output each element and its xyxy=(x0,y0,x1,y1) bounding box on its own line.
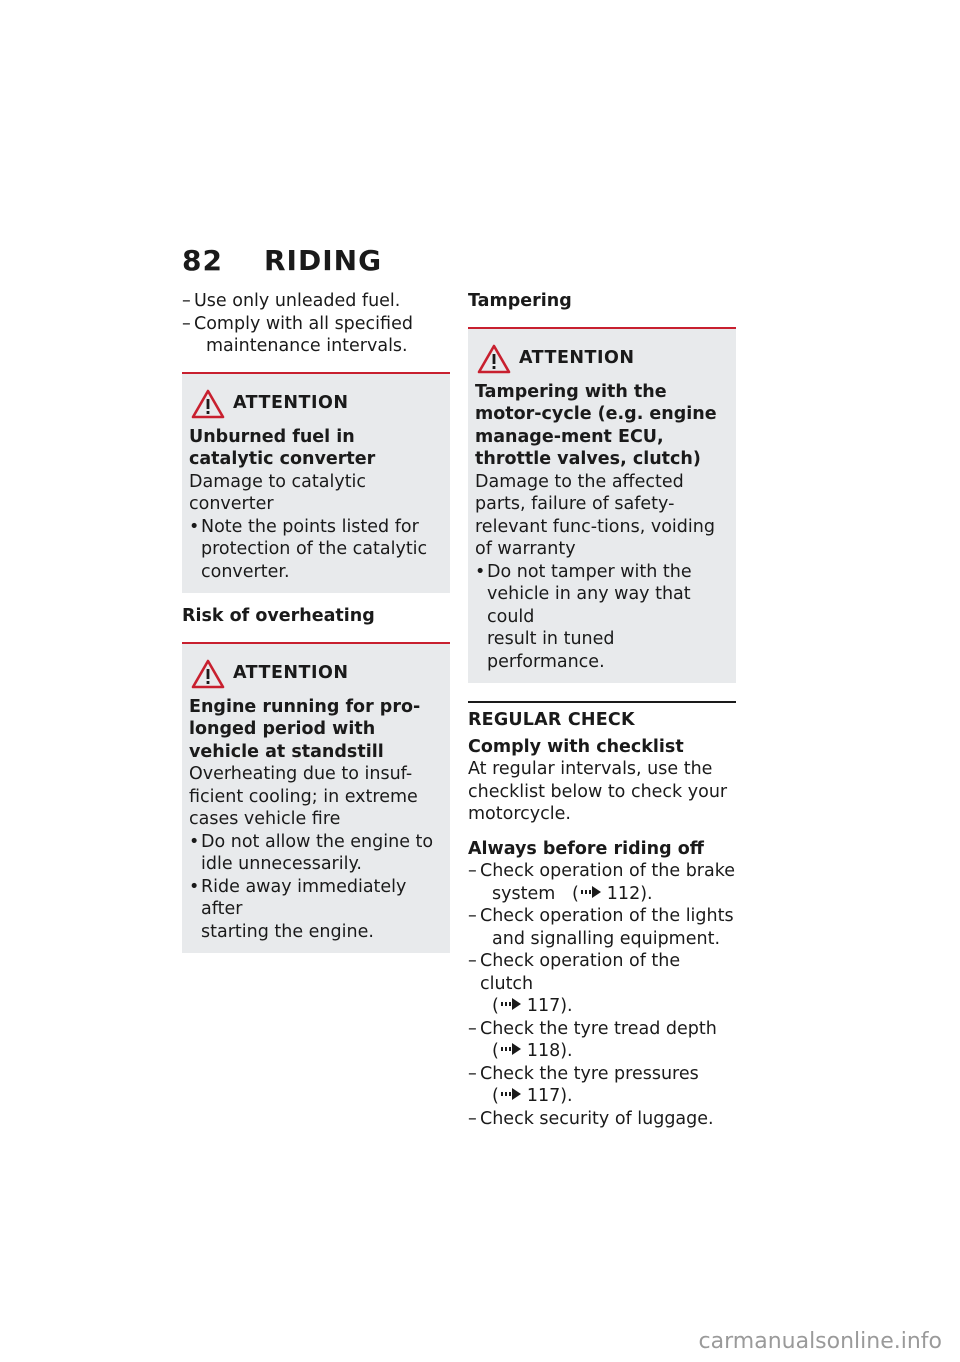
list-item: • Note the points listed for protection of the catalytic converter. xyxy=(189,516,442,584)
attention-box-tampering xyxy=(468,327,736,684)
attention-bullets xyxy=(189,831,442,944)
page-reference-link[interactable]: 117 xyxy=(526,996,561,1016)
subheading-overheating: Risk of overheating xyxy=(182,606,375,626)
attention-title: Unburned fuel in catalytic converter xyxy=(189,426,376,469)
list-item: – Check the tyre pressures ( 117). xyxy=(468,1063,736,1108)
always-title: Always before riding off xyxy=(468,838,704,859)
list-item: – Comply with all specified maintenance intervals. xyxy=(182,313,450,358)
attention-desc: Overheating due to insuf-ficient cooling; in extreme cases vehicle fire xyxy=(189,764,418,829)
attention-label: ATTENTION xyxy=(233,393,349,414)
list-item: • Ride away immediately after starting the engine. xyxy=(189,876,442,944)
page-number: 82 xyxy=(182,243,223,277)
page-reference-link[interactable]: 118 xyxy=(526,1041,561,1061)
attention-desc: Damage to catalytic converter xyxy=(189,471,367,514)
page-reference-arrow-icon xyxy=(581,885,603,899)
warning-triangle-icon xyxy=(191,389,225,419)
page-header xyxy=(182,240,382,280)
list-item: • Do not tamper with the vehicle in any way that could result in tuned performance. xyxy=(475,561,728,674)
checklist-title: Comply with checklist xyxy=(468,736,684,757)
attention-label: ATTENTION xyxy=(233,663,349,684)
attention-box-catalytic xyxy=(182,372,450,594)
list-item: – Use only unleaded fuel. xyxy=(182,290,450,313)
list-item: – Check operation of the lights and signalling equipment. xyxy=(468,905,736,950)
subheading-tampering: Tampering xyxy=(468,291,572,311)
page-reference-arrow-icon xyxy=(501,1042,523,1056)
attention-desc: Damage to the affected parts, failure of safety-relevant func-tions, voiding of warranty xyxy=(475,471,715,559)
attention-bullets xyxy=(189,516,442,584)
left-column xyxy=(182,290,450,953)
page-reference-arrow-icon xyxy=(501,997,523,1011)
right-column xyxy=(468,290,736,1130)
page-reference-link[interactable]: 117 xyxy=(526,1086,561,1106)
attention-title: Engine running for pro-longed period with vehicle at standstill xyxy=(189,696,421,762)
attention-bullets xyxy=(475,561,728,674)
attention-title: Tampering with the motor-cycle (e.g. engine manage-ment ECU, throttle valves, clutch) xyxy=(475,381,717,469)
list-item: – Check operation of the clutch ( 117). xyxy=(468,950,736,1018)
list-item: – Check the tyre tread depth ( 118). xyxy=(468,1018,736,1063)
list-item: – Check operation of the brake system ( 112). xyxy=(468,860,736,905)
checks-list xyxy=(468,860,736,1130)
fuel-list xyxy=(182,290,450,358)
list-item: – Check security of luggage. xyxy=(468,1108,736,1131)
page-reference-link[interactable]: 112 xyxy=(606,883,641,904)
heading-regular-check: REGULAR CHECK xyxy=(468,701,736,732)
checklist-text: At regular intervals, use the checklist below to check your motorcycle. xyxy=(468,759,728,824)
site-watermark: carmanualsonline.info xyxy=(698,1329,942,1354)
warning-triangle-icon xyxy=(477,344,511,374)
page-reference-arrow-icon xyxy=(501,1087,523,1101)
attention-label: ATTENTION xyxy=(519,348,635,369)
section-title: RIDING xyxy=(264,243,383,277)
list-item: • Do not allow the engine to idle unnecessarily. xyxy=(189,831,442,876)
warning-triangle-icon xyxy=(191,659,225,689)
attention-box-overheating xyxy=(182,642,450,954)
